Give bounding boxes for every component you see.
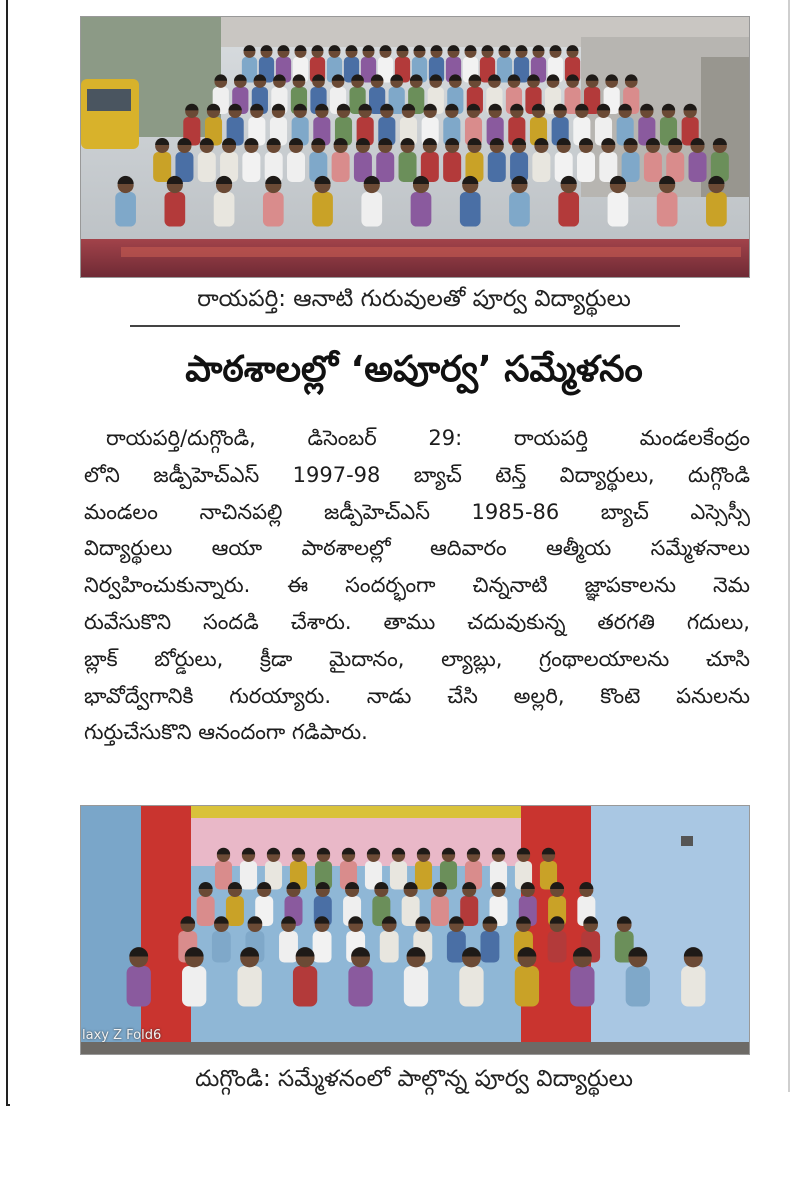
article-line: రువేసుకొని సందడి చేశారు. తాము చదువుకున్న తరగతి గదులు, — [84, 609, 750, 634]
article-line: గుర్తుచేసుకొని ఆనందంగా గడిపారు. — [84, 720, 368, 745]
group-photo-rayaparthi-image — [81, 17, 749, 277]
group-photo-duggondi — [80, 805, 750, 1055]
page-border-bottom — [6, 1104, 10, 1106]
page-border-left — [6, 0, 8, 1106]
photo-caption-rayaparthi: రాయపర్తి: ఆనాటి గురువులతో పూర్వ విద్యార్థులు — [197, 286, 631, 312]
group-photo-duggondi-image — [81, 806, 749, 1054]
article-line: భావోద్వేగానికి గురయ్యారు. నాడు చేసి అల్లరి, కొంటె పనులను — [84, 683, 750, 708]
article-line: బ్లాక్ బోర్డులు, క్రీడా మైదానం, ల్యాబ్లు, గ్రంథాలయాలను చూసి — [84, 646, 750, 671]
photo-caption-duggondi: దుగ్గొండి: సమ్మేళనంలో పాల్గొన్న పూర్వ విద్యార్థులు — [195, 1066, 633, 1092]
article-line: విద్యార్థులు ఆయా పాఠశాలల్లో ఆదివారం ఆత్మీయ సమ్మేళనాలు — [84, 536, 750, 561]
article-line: లోని జడ్పీహెచ్ఎస్ 1997-98 బ్యాచ్ టెన్త్ విద్యార్థులు, దుగ్గొండి — [84, 462, 750, 487]
camera-watermark: laxy Z Fold6 — [82, 1028, 162, 1043]
article-headline: పాఠశాలల్లో ‘అపూర్వ’ సమ్మేళనం — [185, 349, 643, 390]
group-photo-rayaparthi — [80, 16, 750, 278]
article-line: రాయపర్తి/దుగ్గొండి, డిసెంబర్ 29: రాయపర్తి మండలకేంద్రం — [106, 426, 750, 450]
article-body — [84, 420, 750, 751]
article-line: నిర్వహించుకున్నారు. ఈ సందర్భంగా చిన్ననాటి జ్ఞాపకాలను నెమ — [84, 573, 750, 598]
article-line: మండలం నాచినపల్లి జడ్పీహెచ్ఎస్ 1985-86 బ్యాచ్ ఎస్సెస్సీ — [84, 499, 750, 524]
caption-divider — [130, 325, 680, 327]
page-border-right — [788, 0, 790, 1092]
